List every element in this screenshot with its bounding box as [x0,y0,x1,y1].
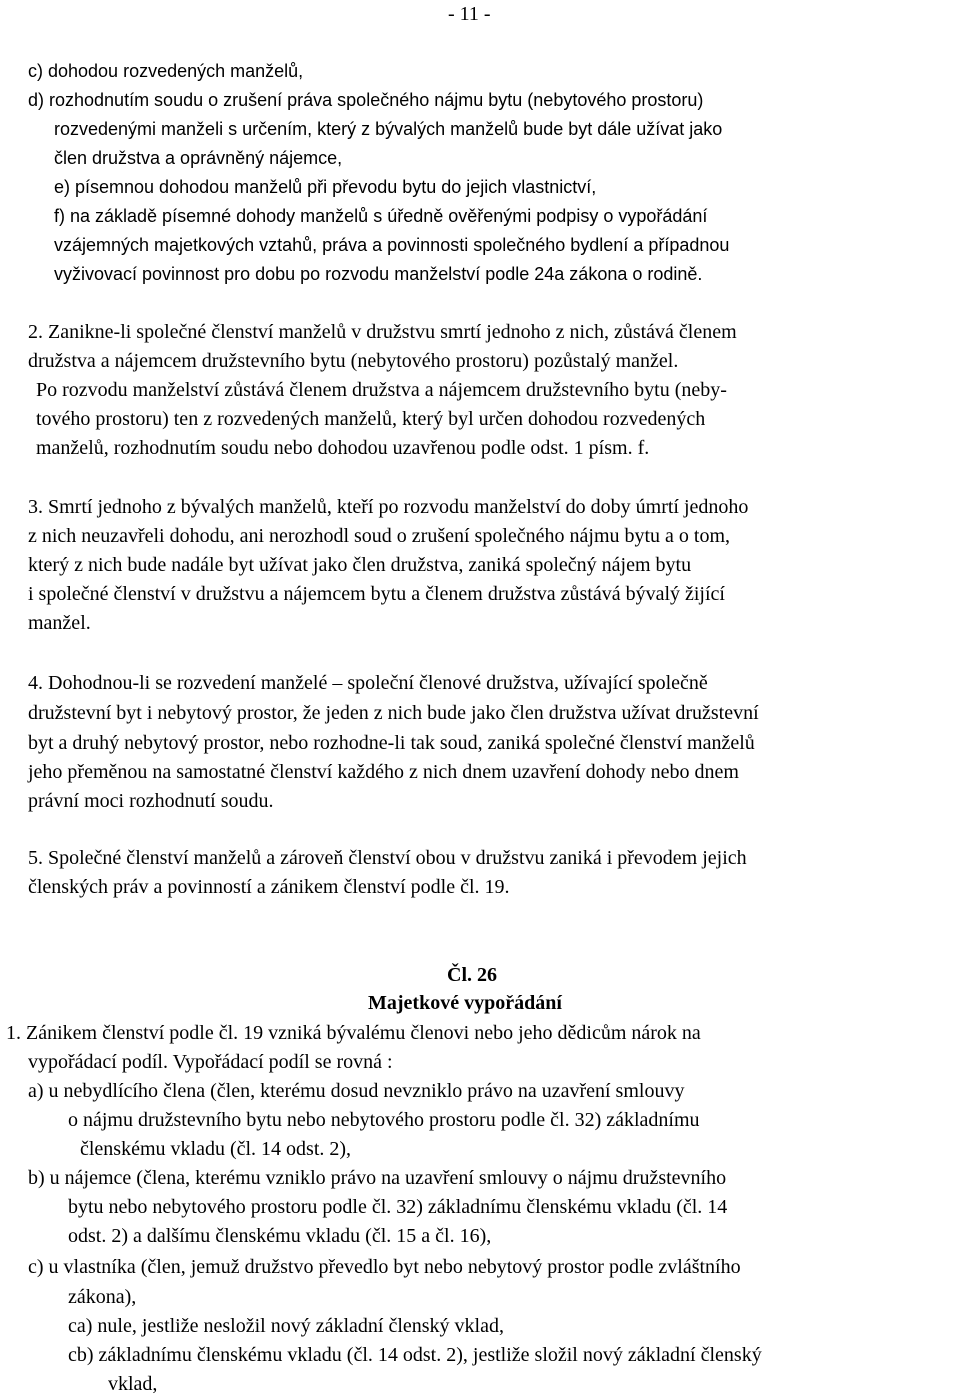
article-paragraph-line: vypořádací podíl. Vypořádací podíl se rovná : [28,1051,393,1073]
article-list-item: a) u nebydlícího člena (člen, kterému dosud nevzniklo právo na uzavření smlouvy [28,1080,685,1102]
paragraph-5-line: 5. Společné členství manželů a zároveň členství obou v družstvu zaniká i převodem jejich [28,847,747,869]
paragraph-4-line: jeho přeměnou na samostatné členství každého z nich dnem uzavření dohody nebo dnem [28,761,739,783]
article-sublist-item-cont: vklad, [108,1373,158,1395]
list-item-d-cont: člen družstva a oprávněný nájemce, [54,148,343,168]
paragraph-2-line: manželů, rozhodnutím soudu nebo dohodou uzavřenou podle odst. 1 písm. f. [36,437,650,459]
list-item-e: e) písemnou dohodou manželů při převodu bytu do jejich vlastnictví, [54,177,597,197]
article-list-item: c) u vlastníka (člen, jemuž družstvo převedlo byt nebo nebytový prostor podle zvláštního [28,1256,741,1278]
article-sublist-item: ca) nule, jestliže nesložil nový základní členský vklad, [68,1315,504,1337]
paragraph-2-line: družstva a nájemcem družstevního bytu (nebytového prostoru) pozůstalý manžel. [28,350,679,372]
list-item-d: d) rozhodnutím soudu o zrušení práva společného nájmu bytu (nebytového prostoru) [28,90,704,110]
paragraph-2-line: 2. Zanikne-li společné členství manželů v družstvu smrtí jednoho z nich, zůstává členem [28,321,737,343]
paragraph-2-line: Po rozvodu manželství zůstává členem družstva a nájemcem družstevního bytu (neby- [36,379,727,401]
paragraph-3-line: který z nich bude nadále byt užívat jako člen družstva, zaniká společný nájem bytu [28,554,692,576]
article-number: Čl. 26 [447,964,497,986]
list-item-f: f) na základě písemné dohody manželů s úředně ověřenými podpisy o vypořádání [54,206,708,226]
list-item-f-cont: vyživovací povinnost pro dobu po rozvodu manželství podle 24a zákona o rodině. [54,264,703,284]
paragraph-4-line: 4. Dohodnou-li se rozvedení manželé – společní členové družstva, užívající společně [28,672,708,694]
list-item-c: c) dohodou rozvedených manželů, [28,61,304,81]
article-list-item-cont: bytu nebo nebytového prostoru podle čl. 32) základnímu členskému vkladu (čl. 14 [68,1196,728,1218]
paragraph-5-line: členských práv a povinností a zánikem členství podle čl. 19. [28,876,510,898]
article-list-item-cont: členskému vkladu (čl. 14 odst. 2), [80,1138,352,1160]
article-paragraph-line: 1. Zánikem členství podle čl. 19 vzniká bývalému členovi nebo jeho dědicům nárok na [6,1022,701,1044]
paragraph-4-line: právní moci rozhodnutí soudu. [28,790,274,812]
paragraph-3-line: 3. Smrtí jednoho z bývalých manželů, kteří po rozvodu manželství do doby úmrtí jednoho [28,496,749,518]
paragraph-3-line: manžel. [28,612,91,634]
article-list-item-cont: odst. 2) a dalšímu členskému vkladu (čl. 15 a čl. 16), [68,1225,492,1247]
paragraph-2-line: tového prostoru) ten z rozvedených manželů, který byl určen dohodou rozvedených [36,408,706,430]
list-item-d-cont: rozvedenými manželi s určením, který z bývalých manželů bude byt dále užívat jako [54,119,723,139]
list-item-f-cont: vzájemných majetkových vztahů, práva a povinnosti společného bydlení a případnou [54,235,730,255]
article-list-item: b) u nájemce (člena, kterému vzniklo právo na uzavření smlouvy o nájmu družstevního [28,1167,727,1189]
paragraph-3-line: i společné členství v družstvu a nájemcem bytu a členem družstva zůstává bývalý žijící [28,583,725,605]
paragraph-4-line: družstevní byt i nebytový prostor, že jeden z nich bude jako člen družstva užívat družstevní [28,702,759,724]
article-list-item-cont: zákona), [68,1286,137,1308]
article-title: Majetkové vypořádání [368,992,562,1014]
paragraph-3-line: z nich neuzavřeli dohodu, ani nerozhodl soud o zrušení společného nájmu bytu a o tom, [28,525,731,547]
article-sublist-item: cb) základnímu členskému vkladu (čl. 14 odst. 2), jestliže složil nový základní členský [68,1344,762,1366]
article-list-item-cont: o nájmu družstevního bytu nebo nebytového prostoru podle čl. 32) základnímu [68,1109,700,1131]
page-number: - 11 - [448,3,491,25]
paragraph-4-line: byt a druhý nebytový prostor, nebo rozhodne-li tak soud, zaniká společné členství manželů [28,732,755,754]
